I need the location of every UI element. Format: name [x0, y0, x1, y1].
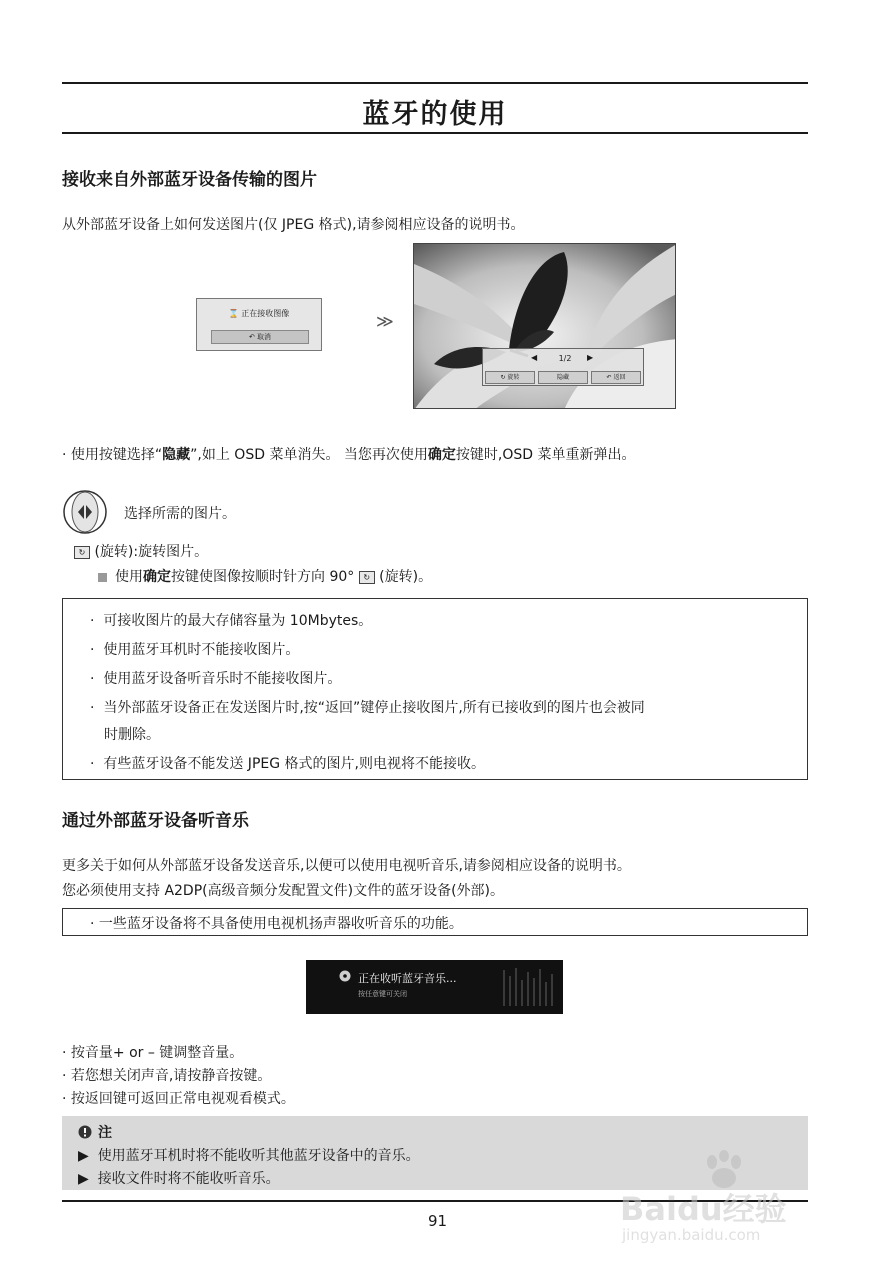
next-icon[interactable]: ▶ [587, 353, 594, 362]
rotate-detail-line: 使用确定按键使图像按顺时针方向 90° ↻ (旋转)。 [98, 566, 432, 586]
section2-heading: 通过外部蓝牙设备听音乐 [62, 811, 249, 831]
return-instruction: · 按返回键可返回正常电视观看模式。 [62, 1091, 295, 1107]
received-photo [413, 243, 676, 409]
rotate-label-line: ↻ (旋转):旋转图片。 [74, 541, 208, 561]
note-item: · 有些蓝牙设备不能发送 JPEG 格式的图片,则电视将不能接收。 [90, 756, 485, 772]
hide-instruction: · 使用按键选择“隐藏”,如上 OSD 菜单消失。 当您再次使用确定按键时,OSD 菜单重新弹出。 [62, 447, 636, 463]
photo-osd-menu [482, 348, 644, 386]
select-image-text: 选择所需的图片。 [124, 506, 236, 522]
hide-button[interactable]: 隐藏 [538, 371, 588, 384]
rotate-icon: ↻ [500, 374, 506, 381]
mute-instruction: · 若您想关闭声音,请按静音按键。 [62, 1068, 272, 1084]
music-listening-dialog [306, 960, 563, 1014]
receive-dialog-title: ⌛ 正在接收图像 [228, 309, 290, 318]
section2-intro-2: 您必须使用支持 A2DP(高级音频分发配置文件)文件的蓝牙设备(外部)。 [62, 883, 505, 899]
top-rule [62, 82, 808, 84]
equalizer-graphic [501, 964, 559, 1010]
hourglass-icon: ⌛ [228, 309, 239, 318]
triangle-bullet-icon: ▶ [78, 1171, 89, 1187]
return-icon: ↶ [606, 374, 612, 381]
watermark-brand: Baidu经验 [620, 1190, 787, 1228]
baidu-watermark [620, 1150, 840, 1260]
triangle-bullet-icon: ▶ [78, 1148, 89, 1164]
info-icon [78, 1125, 92, 1139]
page-number: 91 [427, 1212, 448, 1230]
music-dialog-subtitle: 按任意键可关闭 [358, 990, 407, 998]
left-right-nav-icon [62, 489, 108, 535]
back-button[interactable]: ↶ 返回 [591, 371, 641, 384]
volume-instruction: · 按音量+ or – 键调整音量。 [62, 1045, 244, 1061]
cancel-button[interactable]: ↶ 取消 [211, 330, 309, 344]
return-icon: ↶ [248, 333, 255, 341]
watermark-url: jingyan.baidu.com [622, 1226, 761, 1244]
note-item: · 当外部蓝牙设备正在发送图片时,按“返回”键停止接收图片,所有已接收到的图片也会被同 [90, 700, 645, 716]
section2-intro-1: 更多关于如何从外部蓝牙设备发送音乐,以便可以使用电视听音乐,请参阅相应设备的说明书。 [62, 858, 631, 874]
section1-intro: 从外部蓝牙设备上如何发送图片(仅 JPEG 格式),请参阅相应设备的说明书。 [62, 217, 525, 233]
note-title: 注 [78, 1122, 112, 1142]
note-item: ▶ 接收文件时将不能收听音乐。 [78, 1171, 280, 1187]
note-item: ▶ 使用蓝牙耳机时将不能收听其他蓝牙设备中的音乐。 [78, 1148, 420, 1164]
square-bullet-icon [98, 573, 107, 582]
disc-icon [339, 970, 351, 982]
note-item: · 可接收图片的最大存储容量为 10Mbytes。 [90, 613, 373, 629]
receive-image-dialog [196, 298, 322, 351]
rotate-button[interactable]: ↻ 旋转 [485, 371, 535, 384]
rotate-icon: ↻ [359, 571, 375, 584]
note-item-continued: 时删除。 [104, 727, 160, 743]
page-title: 蓝牙的使用 [362, 99, 508, 130]
next-arrow: ≫ [376, 312, 394, 332]
note-item: · 使用蓝牙设备听音乐时不能接收图片。 [90, 671, 342, 687]
page-indicator: 1/2 [558, 354, 572, 363]
prev-icon[interactable]: ◀ [531, 353, 538, 362]
note-item: · 使用蓝牙耳机时不能接收图片。 [90, 642, 300, 658]
section1-heading: 接收来自外部蓝牙设备传输的图片 [62, 170, 317, 190]
rotate-icon: ↻ [74, 546, 90, 559]
title-underline [62, 132, 808, 134]
music-dialog-title: 正在收听蓝牙音乐... [358, 972, 457, 985]
music-note-text: · 一些蓝牙设备将不具备使用电视机扬声器收听音乐的功能。 [90, 916, 463, 932]
